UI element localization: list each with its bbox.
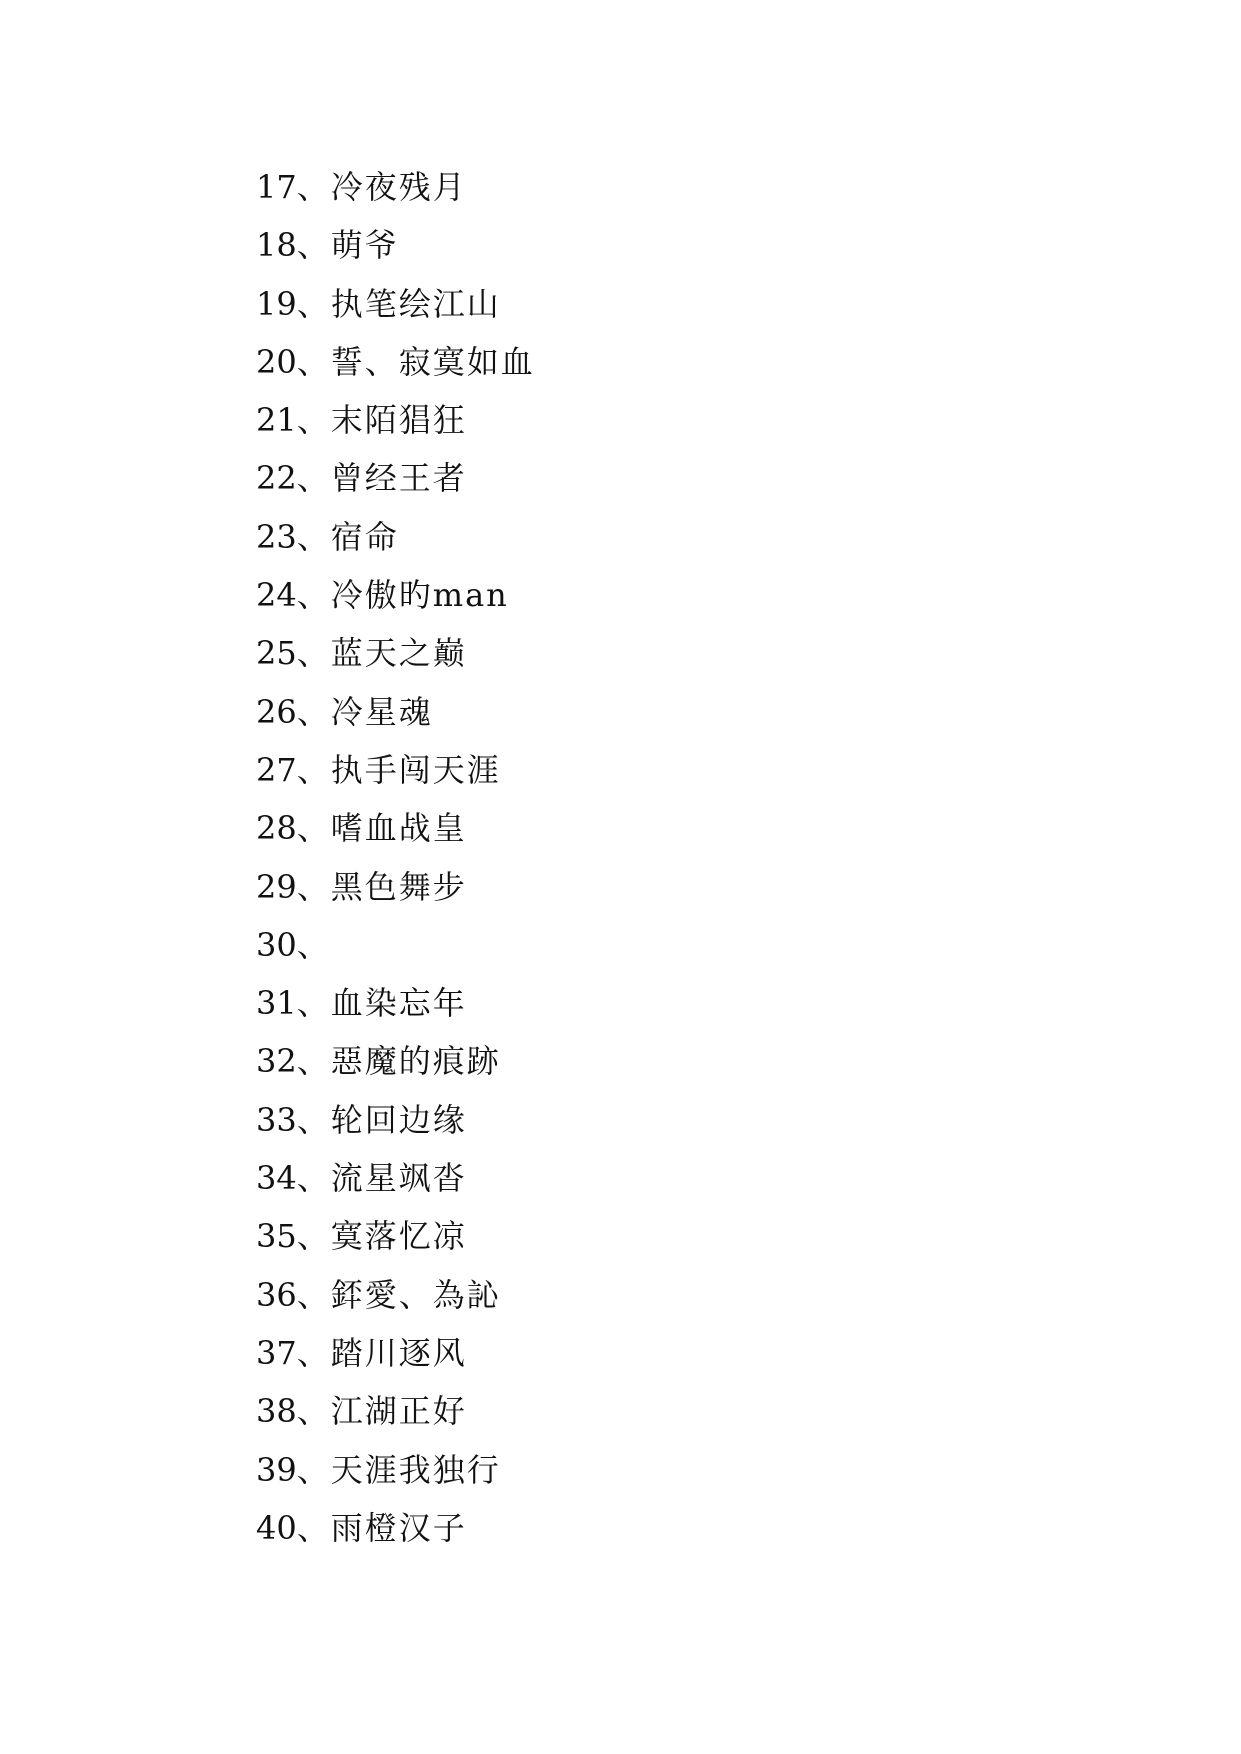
list-item xyxy=(256,1266,535,1324)
item-separator: 、 xyxy=(296,692,331,731)
list-item xyxy=(256,1441,535,1499)
item-separator: 、 xyxy=(296,809,331,848)
item-number: 40 xyxy=(256,1508,297,1547)
item-text: 末陌猖狂 xyxy=(330,401,467,440)
item-separator: 、 xyxy=(296,342,331,381)
item-separator: 、 xyxy=(296,1159,331,1198)
item-separator: 、 xyxy=(296,576,331,615)
item-text: 天涯我独行 xyxy=(330,1450,501,1489)
item-separator: 、 xyxy=(296,1392,331,1431)
item-number: 34 xyxy=(256,1159,297,1198)
item-text: 江湖正好 xyxy=(330,1392,467,1431)
item-separator: 、 xyxy=(296,284,331,323)
item-text: 轮回边缘 xyxy=(330,1100,467,1139)
item-separator: 、 xyxy=(296,750,331,789)
item-number: 21 xyxy=(256,401,297,440)
item-number: 18 xyxy=(256,226,297,265)
list-item xyxy=(256,858,535,916)
item-text: 冷星魂 xyxy=(330,692,433,731)
item-separator: 、 xyxy=(296,1217,331,1256)
item-number: 27 xyxy=(256,750,297,789)
item-text: 宿命 xyxy=(330,517,399,556)
list-item xyxy=(256,974,535,1032)
item-number: 35 xyxy=(256,1217,297,1256)
item-text: 流星飒沓 xyxy=(330,1159,467,1198)
item-number: 32 xyxy=(256,1042,297,1081)
list-item xyxy=(256,158,535,216)
item-separator: 、 xyxy=(296,1333,331,1372)
item-text: 冷夜残月 xyxy=(330,168,467,206)
item-separator: 、 xyxy=(296,517,331,556)
list-item xyxy=(256,741,535,799)
item-text: 血染忘年 xyxy=(330,984,467,1023)
list-item xyxy=(256,391,535,449)
item-separator: 、 xyxy=(296,1450,331,1489)
name-list xyxy=(256,158,535,1557)
item-number: 22 xyxy=(256,459,297,498)
item-number: 36 xyxy=(256,1275,297,1314)
list-item xyxy=(256,275,535,333)
item-number: 26 xyxy=(256,692,297,731)
item-number: 19 xyxy=(256,284,297,323)
list-item xyxy=(256,1499,535,1557)
item-number: 25 xyxy=(256,634,297,673)
item-number: 39 xyxy=(256,1450,297,1489)
item-separator: 、 xyxy=(296,925,331,964)
item-separator: 、 xyxy=(296,984,331,1023)
list-item xyxy=(256,683,535,741)
item-text: 萌爷 xyxy=(330,226,399,265)
item-separator: 、 xyxy=(296,867,331,906)
item-text: 踏川逐风 xyxy=(330,1333,467,1372)
item-number: 20 xyxy=(256,342,297,381)
list-item xyxy=(256,1032,535,1090)
item-number: 30 xyxy=(256,925,297,964)
item-separator: 、 xyxy=(296,1100,331,1139)
item-text: 寞落忆凉 xyxy=(330,1217,467,1256)
list-item xyxy=(256,1091,535,1149)
item-number: 38 xyxy=(256,1392,297,1431)
item-separator: 、 xyxy=(296,1275,331,1314)
list-item xyxy=(256,1149,535,1207)
item-separator: 、 xyxy=(296,1042,331,1081)
item-text: 蓝天之巅 xyxy=(330,634,467,673)
item-text: 誓、寂寞如血 xyxy=(330,342,535,381)
list-item xyxy=(256,799,535,857)
item-text: 黑色舞步 xyxy=(330,867,467,906)
item-separator: 、 xyxy=(296,226,331,265)
list-item xyxy=(256,333,535,391)
item-text: 执手闯天涯 xyxy=(330,750,501,789)
item-text: 嗜血战皇 xyxy=(330,809,467,848)
list-item xyxy=(256,566,535,624)
list-item xyxy=(256,449,535,507)
list-item xyxy=(256,1207,535,1265)
item-number: 37 xyxy=(256,1333,297,1372)
item-text: 曾经王者 xyxy=(330,459,467,498)
item-separator: 、 xyxy=(296,634,331,673)
item-number: 28 xyxy=(256,809,297,848)
item-separator: 、 xyxy=(296,459,331,498)
item-text: 执笔绘江山 xyxy=(330,284,501,323)
item-number: 23 xyxy=(256,517,297,556)
list-item xyxy=(256,216,535,274)
item-text: 惡魔的痕跡 xyxy=(330,1042,501,1081)
item-number: 33 xyxy=(256,1100,297,1139)
item-number: 31 xyxy=(256,984,297,1023)
item-number: 17 xyxy=(256,168,297,206)
item-text: 雨橙汉子 xyxy=(330,1508,467,1547)
item-text: 銔愛、為訫 xyxy=(330,1275,501,1314)
item-separator: 、 xyxy=(296,1508,331,1547)
item-text: 冷傲旳man xyxy=(330,576,509,615)
list-item xyxy=(256,1382,535,1440)
item-separator: 、 xyxy=(296,401,331,440)
list-item xyxy=(256,1324,535,1382)
item-number: 24 xyxy=(256,576,297,615)
item-separator: 、 xyxy=(296,168,331,206)
list-item xyxy=(256,624,535,682)
list-item xyxy=(256,916,535,974)
item-number: 29 xyxy=(256,867,297,906)
list-item xyxy=(256,508,535,566)
